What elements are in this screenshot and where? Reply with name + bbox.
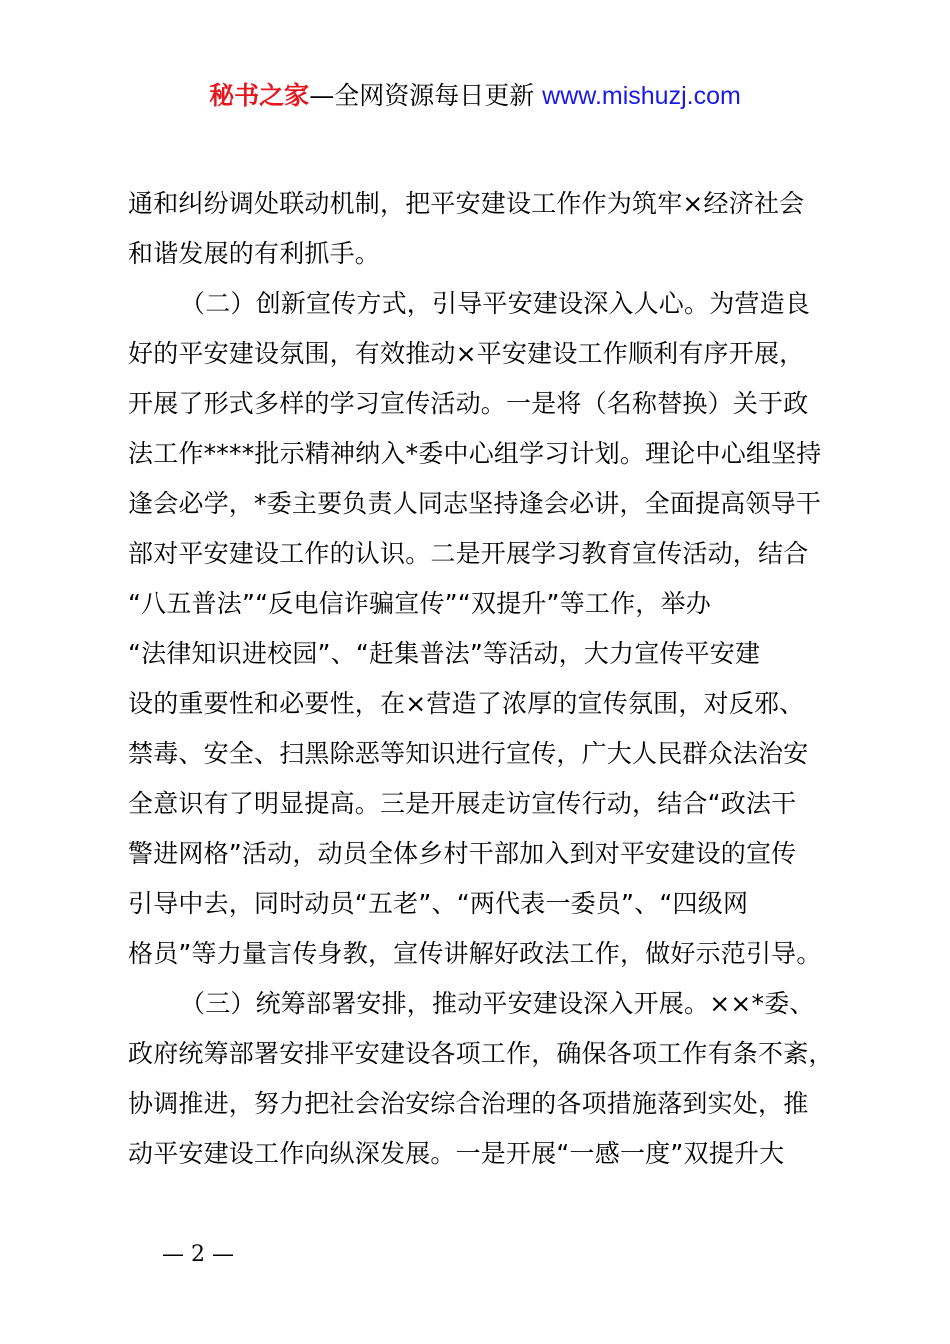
text-line: 引导中去，同时动员“五老”、“两代表一委员”、“四级网 (128, 889, 749, 918)
site-url[interactable]: www.mishuzj.com (542, 82, 741, 110)
text-line: 设的重要性和必要性，在×营造了浓厚的宣传氛围，对反邪、 (128, 689, 805, 718)
text-line: “法律知识进校园”、“赶集普法”等活动，大力宣传平安建 (128, 639, 761, 668)
header-slogan: —全网资源每日更新 (309, 81, 535, 110)
text-line: 和谐发展的有利抓手。 (128, 239, 381, 268)
text-line: 法工作****批示精神纳入*委中心组学习计划。理论中心组坚持 (128, 439, 822, 468)
brand-name: 秘书之家 (209, 81, 310, 110)
text-line: 禁毒、安全、扫黑除恶等知识进行宣传，广大人民群众法治安 (128, 739, 809, 768)
section-heading-line: （三）统筹部署安排，推动平安建设深入开展。××*委、 (180, 989, 815, 1018)
text-line: 逢会必学，*委主要负责人同志坚持逢会必讲，全面提高领导干 (128, 489, 822, 518)
page-number: — 2 — (162, 1242, 234, 1267)
section-heading-line: （二）创新宣传方式，引导平安建设深入人心。为营造良 (180, 289, 811, 318)
text-line: 协调推进，努力把社会治安综合治理的各项措施落到实处，推 (128, 1089, 809, 1118)
site-header (0, 80, 950, 112)
text-line: 政府统筹部署安排平安建设各项工作，确保各项工作有条不紊， (128, 1039, 834, 1068)
text-line: 全意识有了明显提高。三是开展走访宣传行动，结合“政法干 (128, 789, 797, 818)
text-line: 部对平安建设工作的认识。二是开展学习教育宣传活动，结合 (128, 539, 809, 568)
text-line: 开展了形式多样的学习宣传活动。一是将（名称替换）关于政 (128, 389, 809, 418)
text-line: 通和纠纷调处联动机制，把平安建设工作作为筑牢×经济社会 (128, 189, 805, 218)
text-line: 动平安建设工作向纵深发展。一是开展“一感一度”双提升大 (128, 1139, 785, 1168)
text-line: 警进网格”活动，动员全体乡村干部加入到对平安建设的宣传 (128, 839, 797, 868)
text-line: 格员”等力量言传身教，宣传讲解好政法工作，做好示范引导。 (128, 939, 822, 968)
text-line: 好的平安建设氛围，有效推动×平安建设工作顺利有序开展， (128, 339, 805, 368)
text-line: “八五普法”“反电信诈骗宣传”“双提升”等工作，举办 (128, 589, 711, 618)
